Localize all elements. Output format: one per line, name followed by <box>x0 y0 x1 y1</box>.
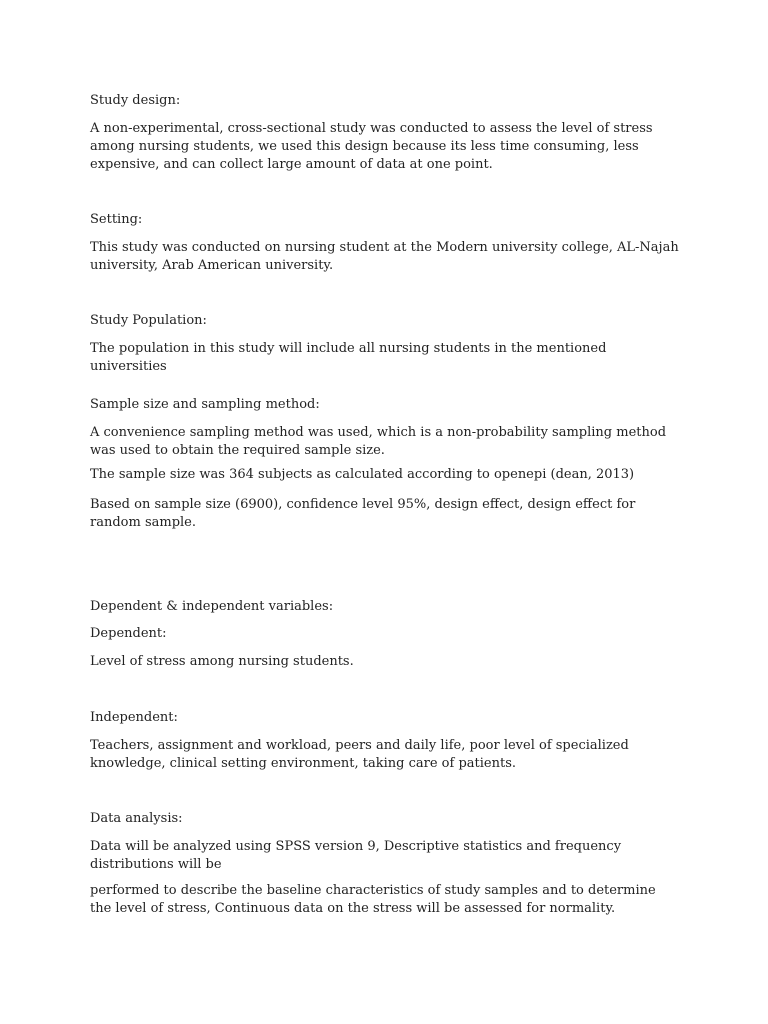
sample-paragraph-3: Based on sample size (6900), confidence level 95%, design effect, design effect for random sample. <box>90 497 636 530</box>
data-analysis-heading: Data analysis: <box>90 811 183 826</box>
setting-heading: Setting: <box>90 212 143 227</box>
dependent-text: Level of stress among nursing students. <box>90 654 354 669</box>
variables-heading: Dependent & independent variables: <box>90 599 334 614</box>
dependent-heading: Dependent: <box>90 626 167 641</box>
data-analysis-paragraph-2: performed to describe the baseline characteristics of study samples and to determine the level of stress, Continuous data on the stress will be assessed for normality. <box>90 883 656 916</box>
independent-heading: Independent: <box>90 710 178 725</box>
independent-text: Teachers, assignment and workload, peers and daily life, poor level of specialized knowledge, clinical setting environment, taking care of patients. <box>90 738 629 771</box>
sample-heading: Sample size and sampling method: <box>90 397 320 412</box>
study-design-heading: Study design: <box>90 93 181 108</box>
study-population-paragraph: The population in this study will include all nursing students in the mentioned universities <box>90 341 607 374</box>
study-population-heading: Study Population: <box>90 313 207 328</box>
data-analysis-paragraph-1: Data will be analyzed using SPSS version 9, Descriptive statistics and frequency distributions will be <box>90 839 622 872</box>
study-design-paragraph: A non-experimental, cross-sectional study was conducted to assess the level of stress among nursing students, we used this design because its less time consuming, less expensive, and can collect large amount of data at one point. <box>90 121 653 172</box>
sample-paragraph-2: The sample size was 364 subjects as calculated according to openepi (dean, 2013) <box>90 467 635 482</box>
setting-paragraph: This study was conducted on nursing student at the Modern university college, AL-Najah university, Arab American university. <box>90 240 679 273</box>
sample-paragraph-1: A convenience sampling method was used, which is a non-probability sampling method was used to obtain the required sample size. <box>90 425 667 458</box>
